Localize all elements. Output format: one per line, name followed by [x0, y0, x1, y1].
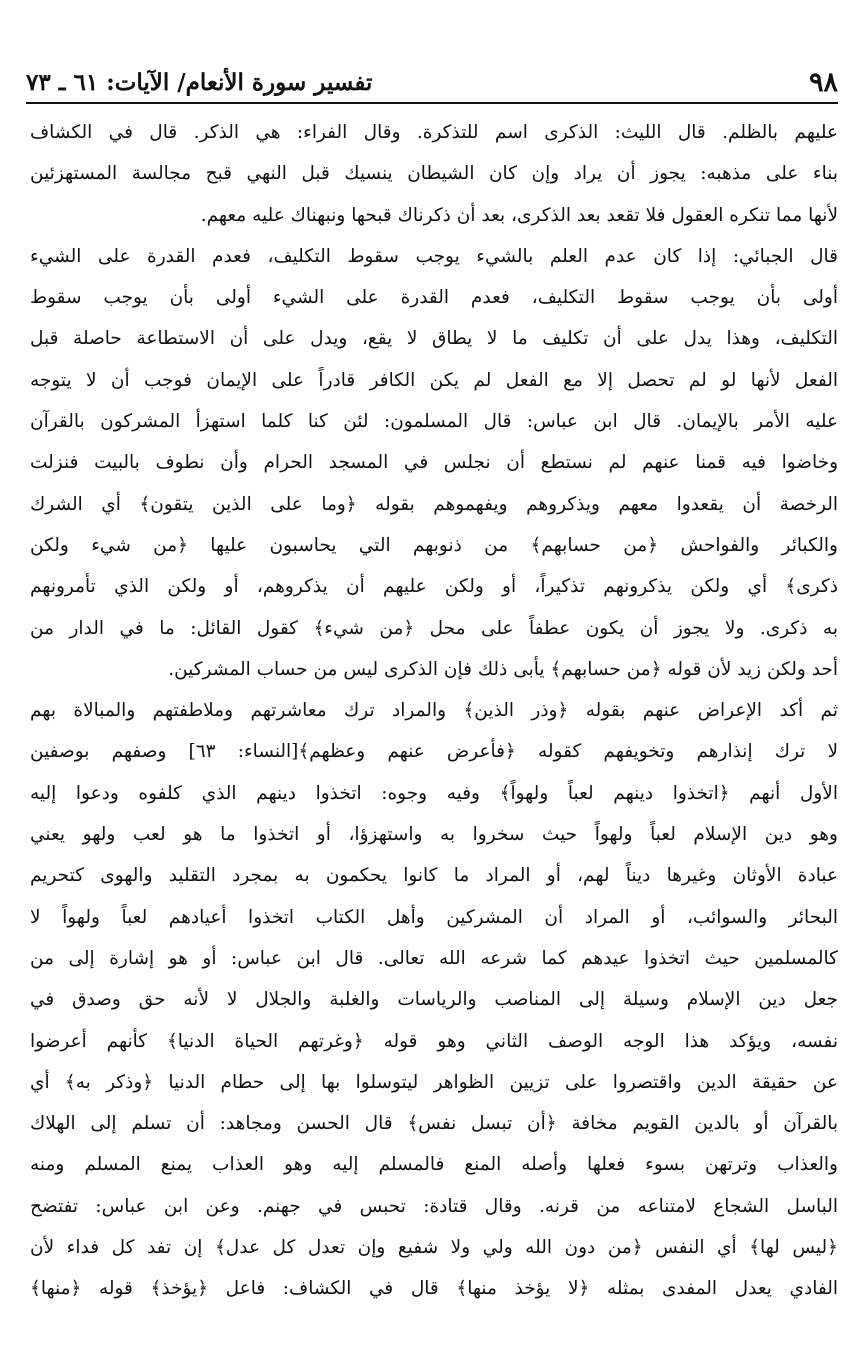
page-number: ٩٨ [808, 66, 838, 98]
text-line: وخاضوا فيه قمنا عنهم لم نستطع أن نجلس في المسجد الحرام وأن نطوف بالبيت فنزلت [30, 452, 838, 474]
running-title: تفسير سورة الأنعام/ الآيات: ٦١ ـ ٧٣ [26, 68, 373, 96]
text-line: عن حقيقة الدين واقتصروا على تزيين الظواهر ليتوسلوا بها إلى حطام الدنيا ﴿وذكر به﴾ أي [30, 1071, 838, 1093]
text-line: عليهم بالظلم. قال الليث: الذكرى اسم للتذكرة. وقال الفراء: هي الذكر. قال في الكشاف [30, 122, 838, 143]
text-line: الفادي يعدل المفدى بمثله ﴿لا يؤخذ منها﴾ قال في الكشاف: فاعل ﴿يؤخذ﴾ قوله ﴿منها﴾ [30, 1278, 838, 1300]
page-header [26, 62, 838, 104]
text-line: ثم أكد الإعراض عنهم بقوله ﴿وذر الذين﴾ والمراد ترك معاشرتهم وملاطفتهم والمبالاة بهم [30, 700, 838, 722]
text-line: لأنها مما تنكره العقول فلا تقعد بعد الذكرى، بعد أن ذكرناك قبحها ونبهناك عليه معهم. [200, 204, 838, 226]
text-line: كالمسلمين حيث اتخذوا عيدهم كما شرعه الله تعالى. قال ابن عباس: أو هو إشارة إلى من [30, 947, 838, 969]
text-line: ﴿ليس لها﴾ أي النفس ﴿من دون الله ولي ولا شفيع وإن تعدل كل عدل﴾ إن تفد كل فداء لأن [30, 1237, 838, 1259]
text-line: بالقرآن أو بالدين القويم مخافة ﴿أن تبسل نفس﴾ قال الحسن ومجاهد: أن تسلم إلى الهلاك [30, 1113, 838, 1135]
text-line: الأول أنهم ﴿اتخذوا دينهم لعباً ولهواً﴾ وفيه وجوه: اتخذوا دينهم الذي كلفوه ودعوا إليه [30, 782, 838, 804]
text-line: لا ترك إنذارهم وتخويفهم كقوله ﴿فأعرض عنهم وعظهم﴾[النساء: ٦٣] وصفهم بوصفين [30, 741, 838, 763]
text-line: قال الجبائي: إذا كان عدم العلم بالشيء يوجب سقوط التكليف، فعدم القدرة على الشيء [30, 245, 838, 267]
text-line: والعذاب وترتهن بسوء فعلها وأصله المنع فالمسلم إليه وهو العذاب يمنع المسلم ومنه [30, 1154, 838, 1176]
text-line: الباسل الشجاع لامتناعه من قرنه. وقال قتادة: تحبس في جهنم. وعن ابن عباس: تفتضح [30, 1195, 838, 1217]
text-line: الرخصة أن يقعدوا معهم ويذكروهم ويفهموهم بقوله ﴿وما على الذين يتقون﴾ أي الشرك [30, 493, 838, 515]
text-line: التكليف، وهذا يدل على أن تكليف ما لا يطاق لا يقع، ويدل على أن الاستطاعة حاصلة قبل [30, 328, 838, 350]
text-line: أحد ولكن زيد لأن قوله ﴿من حسابهم﴾ يأبى ذلك فإن الذكرى ليس من حساب المشركين. [168, 658, 838, 680]
text-line: البحائر والسوائب، أو المراد أن المشركين وأهل الكتاب اتخذوا أعيادهم لعباً ولهواً لا [30, 906, 838, 928]
text-line: عليه الأمر بالإيمان. قال ابن عباس: قال المسلمون: لئن كنا كلما استهزأ المشركون بالقرآن [30, 411, 838, 433]
text-line: ذكرى﴾ أي ولكن يذكرونهم تذكيراً، أو ولكن عليهم أن يذكروهم، أو ولكن الذي تأمرونهم [30, 576, 838, 598]
text-line: وهو دين الإسلام لعباً ولهواً حيث سخروا به واستهزؤا، أو اتخذوا ما هو لعب ولهو يعني [30, 824, 838, 846]
text-line: به ذكرى. ولا يجوز أن يكون عطفاً على محل ﴿من شيء﴾ كقول القائل: ما في الدار من [30, 617, 838, 639]
body-text [30, 112, 838, 1310]
text-line: جعل دين الإسلام وسيلة إلى المناصب والرياسات والغلبة والجلال لا لأنه حق وصدق في [30, 989, 838, 1011]
text-line: الفعل لأنها لو لم تحصل إلا مع الفعل لم يكن الكافر قادراً على الإيمان فوجب أن لا يتوجه [30, 369, 838, 391]
text-line: عبادة الأوثان وغيرها ديناً لهم، أو المراد ما كانوا يحكمون به بمجرد التقليد والهوى كتحريم [30, 865, 838, 887]
text-line: نفسه، ويؤكد هذا الوجه الوصف الثاني وهو قوله ﴿وغرتهم الحياة الدنيا﴾ كأنهم أعرضوا [30, 1030, 838, 1052]
text-line: أولى بأن يوجب سقوط التكليف، فعدم القدرة على الشيء أولى بأن يوجب سقوط [30, 287, 838, 309]
text-line: والكبائر والفواحش ﴿من حسابهم﴾ من ذنوبهم التي يحاسبون عليها ﴿من شيء ولكن [30, 534, 838, 556]
text-line: بناء على مذهبه: يجوز أن يراد وإن كان الشيطان ينسيك قبل النهي قبح مجالسة المستهزئين [30, 163, 838, 185]
